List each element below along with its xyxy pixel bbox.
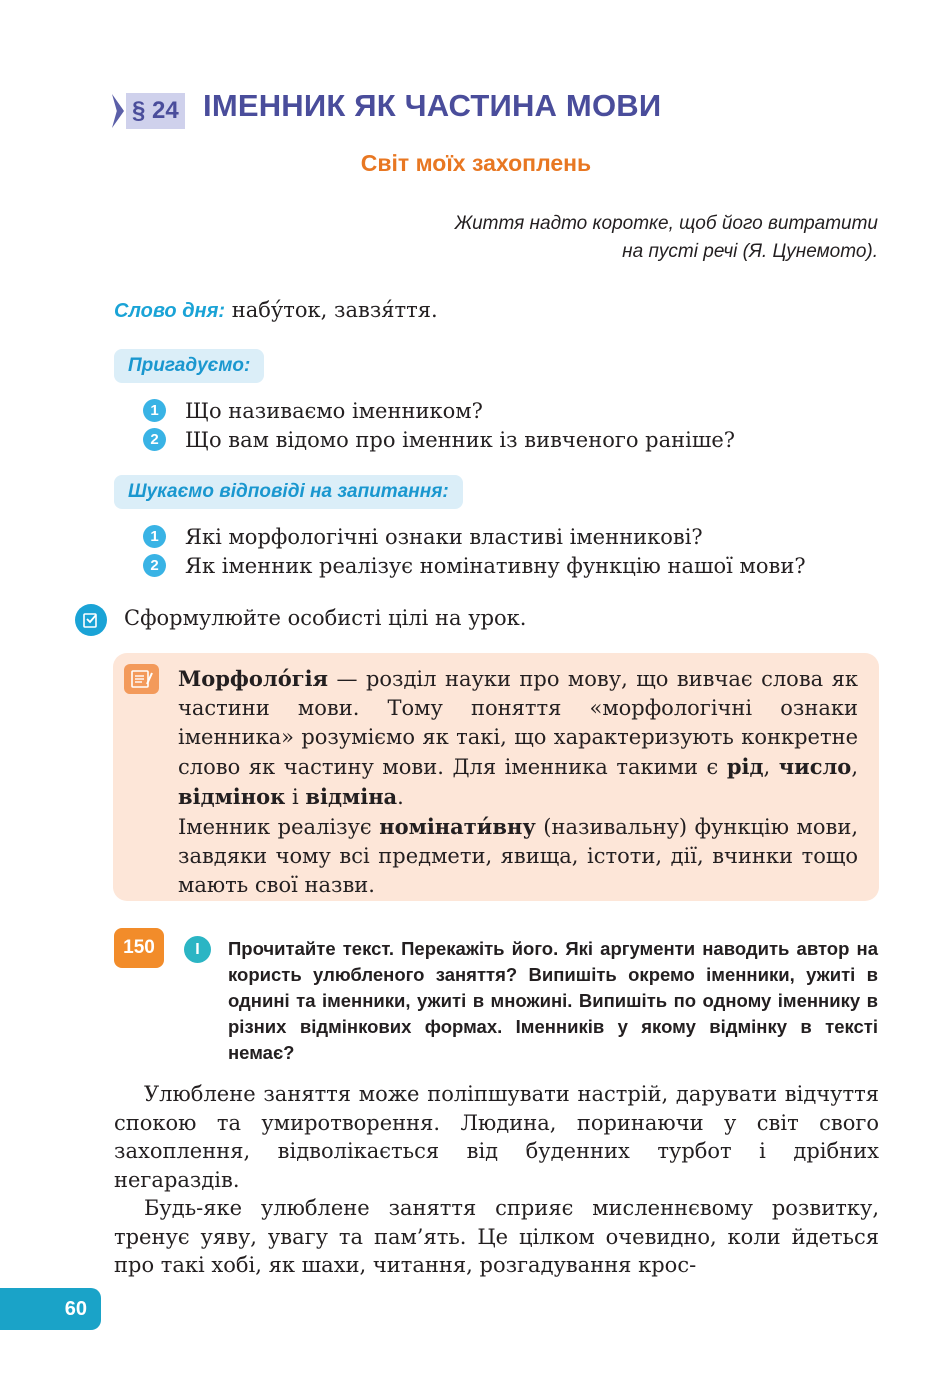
section-arrow-icon	[112, 94, 124, 128]
search-list	[143, 522, 806, 580]
list-item-text: Що називаємо іменником?	[185, 398, 483, 423]
text-paragraph: Будь-яке улюблене заняття сприяє мисленнєвому розвитку, тренує уяву, увагу та пам’ять. Це цілком очевидно, коли йдеться про такі хобі, як шахи, читання, розгадування крос-	[114, 1196, 879, 1277]
page-number: 60	[0, 1288, 101, 1330]
rule-separator: ,	[763, 755, 779, 779]
exercise-marker: I	[184, 936, 211, 963]
text-paragraph: Улюблене заняття може поліпшувати настрій, дарувати відчуття спокою та умиротворення. Людина, поринаючи у світ свого захоплення, відволікається від буденних турбот і дрібних негараздів.	[114, 1082, 879, 1192]
list-item	[143, 396, 735, 425]
page-subtitle: Світ моїх захоплень	[360, 150, 592, 176]
list-item-text: Які морфологічні ознаки властиві іменникові?	[185, 524, 703, 549]
exercise-number: 150	[114, 928, 164, 968]
number-badge: 1	[143, 525, 166, 548]
section-number: § 24	[126, 93, 185, 129]
search-label: Шукаємо відповіді на запитання:	[114, 475, 463, 509]
recall-list	[143, 396, 735, 454]
rule-text-part: Іменник реалізує	[178, 815, 380, 839]
rule-paragraph-1	[178, 664, 858, 812]
epigraph-line-2: на пусті речі (Я. Цунемото).	[622, 241, 878, 262]
rule-term-nominative: номінати́вну	[379, 814, 536, 839]
target-goal-icon	[75, 604, 107, 636]
rule-text-part: (називальну) функцію мови, завдяки чому всі предмети, явища, істоти, дії, вчинки тощо мають свої назви.	[178, 815, 858, 897]
epigraph-line-1: Життя надто коротке, щоб його витратити	[454, 213, 878, 234]
epigraph	[455, 210, 878, 266]
page-title: ІМЕННИК ЯК ЧАСТИНА МОВИ	[203, 88, 662, 123]
list-item	[143, 522, 806, 551]
word-of-day-label: Слово дня:	[114, 300, 226, 322]
rule-separator: і	[285, 785, 306, 809]
rule-separator: ,	[851, 755, 858, 779]
rule-separator: .	[397, 785, 404, 809]
rule-paragraph-2	[178, 812, 858, 900]
exercise-text	[114, 1080, 879, 1280]
rule-text-part: — розділ науки про мову, що вивчає слова як частини мови. Тому поняття «морфологічні ознаки іменника» розуміємо як такі, що характеризують конкретне слово як частину мови. Для іменника такими є	[178, 667, 858, 779]
rule-term-case: відмінок	[178, 784, 286, 809]
notebook-icon	[124, 664, 159, 694]
number-badge: 2	[143, 554, 166, 577]
exercise-task: Прочитайте текст. Перекажіть його. Які аргументи наводить автор на користь улюбленого заняття? Випишіть окремо іменники, ужиті в однині та іменники, ужиті в множині. Випишіть по одному іменнику в різних відмінкових формах. Іменників у якому відмінку в тексті немає?	[228, 938, 878, 1063]
word-of-day-words: набу́ток, завзя́ття.	[231, 298, 438, 322]
list-item-text: Як іменник реалізує номінативну функцію нашої мови?	[185, 553, 806, 578]
number-badge: 1	[143, 399, 166, 422]
word-of-day	[114, 298, 438, 323]
goals-text: Сформулюйте особисті цілі на урок.	[124, 606, 527, 630]
list-item	[143, 425, 735, 454]
number-badge: 2	[143, 428, 166, 451]
list-item	[143, 551, 806, 580]
rule-term-declension: відміна	[305, 784, 398, 809]
rule-term: Морфоло́гія	[178, 666, 329, 691]
list-item-text: Що вам відомо про іменник із вивченого раніше?	[185, 427, 736, 452]
rule-text	[178, 664, 858, 900]
section-badge	[112, 92, 185, 130]
recall-label: Пригадуємо:	[114, 349, 264, 383]
rule-term-gender: рід	[726, 754, 764, 779]
rule-term-number: число	[778, 754, 852, 779]
